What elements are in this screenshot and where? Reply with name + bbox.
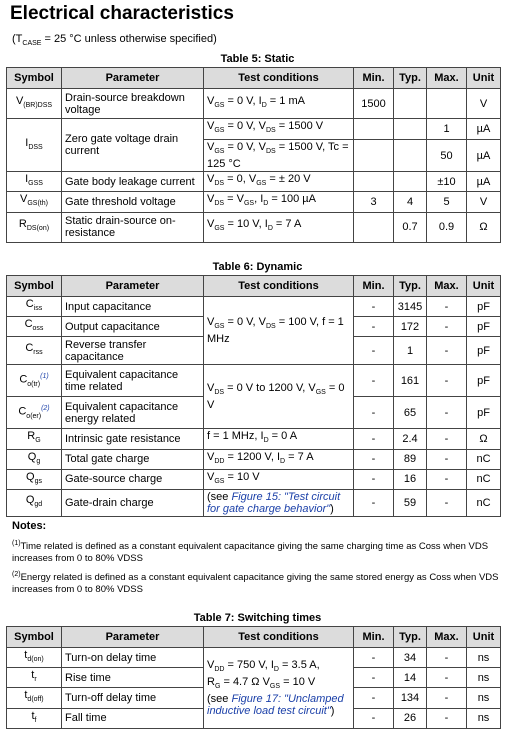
value-unit: pF xyxy=(467,317,501,337)
value-unit: Ω xyxy=(467,429,501,449)
footnote-ref: (2) xyxy=(41,404,50,412)
condition-cell xyxy=(204,449,354,469)
test-condition-text: $V_{DD} = 1200$ V, $I_D = 7$ A xyxy=(207,450,314,465)
symbol-letter: C xyxy=(24,318,33,331)
symbol-subscript: oss xyxy=(32,325,44,333)
column-header: Parameter xyxy=(62,627,204,648)
value-typ: 2.4 xyxy=(394,429,427,449)
value-unit: ns xyxy=(467,668,501,688)
parameter-cell: Turn-on delay time xyxy=(62,648,204,668)
condition-cell xyxy=(204,489,354,516)
symbol-subscript: GSS xyxy=(28,180,43,188)
value-unit: nC xyxy=(467,489,501,516)
table7-caption: Table 7: Switching times xyxy=(193,612,322,624)
symbol-subscript: g xyxy=(36,457,41,465)
parameter-cell: Gate-drain charge xyxy=(62,489,204,516)
symbol-cell xyxy=(7,489,62,516)
table-header-row xyxy=(7,68,501,89)
value-max: - xyxy=(427,668,467,688)
column-header: Test conditions xyxy=(204,627,354,648)
value-typ xyxy=(394,89,427,119)
value-max: - xyxy=(427,449,467,469)
condition-cell xyxy=(204,429,354,449)
symbol-subscript: gd xyxy=(34,501,43,509)
table-switching xyxy=(6,626,501,729)
test-condition-text: $V_{GS} = 10$ V, $I_D = 7$ A xyxy=(207,218,302,233)
value-max: ±10 xyxy=(427,172,467,192)
symbol-cell xyxy=(7,212,62,242)
value-typ: 3145 xyxy=(394,297,427,317)
value-unit: pF xyxy=(467,397,501,429)
value-min: 1500 xyxy=(354,89,394,119)
table-row xyxy=(7,365,501,397)
value-max: - xyxy=(427,648,467,668)
column-header: Parameter xyxy=(62,276,204,297)
see-text-close: ) xyxy=(330,502,334,515)
notes xyxy=(12,520,507,596)
parameter-cell: Zero gate voltage drain current xyxy=(62,119,204,172)
column-header: Test conditions xyxy=(204,68,354,89)
test-condition-text: $V_{GS} = 0$ V, $V_{DS} = 1500$ V xyxy=(207,120,324,135)
value-min: - xyxy=(354,648,394,668)
parameter-cell: Reverse transfer capacitance xyxy=(62,337,204,365)
value-typ: 65 xyxy=(394,397,427,429)
symbol-subscript: gs xyxy=(34,477,42,485)
value-max: - xyxy=(427,297,467,317)
symbol-subscript: r xyxy=(34,676,37,684)
symbol-cell xyxy=(7,449,62,469)
symbol-subscript: o(er) xyxy=(26,412,42,420)
table6-caption: Table 6: Dynamic xyxy=(212,261,303,273)
value-min: 3 xyxy=(354,192,394,212)
test-conditions-note: ($T_{CASE} = 25$ °C unless otherwise specified) xyxy=(12,33,217,48)
symbol-letter: Q xyxy=(25,494,35,507)
column-header: Max. xyxy=(427,68,467,89)
symbol-letter: t xyxy=(24,649,28,661)
value-typ: 134 xyxy=(394,688,427,708)
parameter-cell: Equivalent capacitance time related xyxy=(62,365,204,397)
symbol-letter: C xyxy=(18,405,27,418)
value-min: - xyxy=(354,337,394,365)
parameter-cell: Fall time xyxy=(62,708,204,728)
value-max: - xyxy=(427,397,467,429)
value-max xyxy=(427,89,467,119)
condition-cell xyxy=(204,297,354,365)
value-typ: 0.7 xyxy=(394,212,427,242)
symbol-cell xyxy=(7,89,62,119)
symbol-letter: Q xyxy=(26,470,35,483)
parameter-cell: Turn-off delay time xyxy=(62,688,204,708)
value-unit: V xyxy=(467,192,501,212)
symbol-subscript: d(on) xyxy=(27,656,44,664)
symbol-letter: R xyxy=(18,218,27,231)
column-header: Symbol xyxy=(7,627,62,648)
symbol-cell xyxy=(7,429,62,449)
table-row xyxy=(7,89,501,119)
symbol-letter: V xyxy=(20,193,28,206)
table-row xyxy=(7,469,501,489)
value-min: - xyxy=(354,668,394,688)
value-max: 50 xyxy=(427,140,467,172)
parameter-cell: Total gate charge xyxy=(62,449,204,469)
column-header: Unit xyxy=(467,68,501,89)
test-condition-text: $V_{GS} = 0$ V, $V_{DS} = 100$ V, f = 1 MHz xyxy=(207,316,344,346)
condition-cell xyxy=(204,469,354,489)
symbol-cell xyxy=(7,119,62,172)
column-header: Parameter xyxy=(62,68,204,89)
parameter-cell: Drain-source breakdown voltage xyxy=(62,89,204,119)
table-row xyxy=(7,192,501,212)
value-min: - xyxy=(354,489,394,516)
note-2: $^{(2)}$Energy related is defined as a constant equivalent capacitance giving the same stored energy as Coss when VDS increases from 0 to 80% VDSS xyxy=(12,571,499,596)
see-text-close: ) xyxy=(330,705,335,718)
value-unit: µA xyxy=(467,172,501,192)
value-unit: ns xyxy=(467,648,501,668)
symbol-letter: t xyxy=(24,689,28,702)
value-typ: 1 xyxy=(394,337,427,365)
value-min xyxy=(354,212,394,242)
symbol-cell xyxy=(7,648,62,668)
symbol-letter: C xyxy=(25,342,34,355)
see-text: (see xyxy=(207,490,232,503)
test-condition-text: f = 1 MHz, $I_D = 0$ A xyxy=(207,430,298,445)
test-condition-text: $V_{GS} = 0$ V, $I_D = 1$ mA xyxy=(207,94,305,110)
symbol-cell xyxy=(7,192,62,212)
symbol-letter: R xyxy=(27,430,36,443)
value-min xyxy=(354,140,394,172)
symbol-cell xyxy=(7,337,62,365)
condition-cell xyxy=(204,89,354,119)
table-row xyxy=(7,429,501,449)
symbol-cell xyxy=(7,297,62,317)
value-unit: Ω xyxy=(467,212,501,242)
figure-link: Figure 17: "Unclamped inductive load test circuit" xyxy=(207,693,344,718)
symbol-subscript: DS(on) xyxy=(26,225,50,233)
test-condition-text: $V_{DS} = V_{GS}$, $I_D = 100$ µA xyxy=(207,193,316,208)
symbol-letter: V xyxy=(15,94,24,107)
see-text: (see xyxy=(207,693,232,706)
value-unit: ns xyxy=(467,688,501,708)
symbol-cell xyxy=(7,668,62,688)
test-condition-text: $V_{DS} = 0$ V to 1200 V, $V_{GS} = 0$ V xyxy=(207,382,345,412)
value-typ: 26 xyxy=(394,708,427,728)
value-min: - xyxy=(354,429,394,449)
symbol-cell xyxy=(7,397,62,429)
test-condition-text: $V_{DS} = 0$, $V_{GS}$ = ± 20 V xyxy=(207,173,311,188)
value-typ: 14 xyxy=(394,668,427,688)
parameter-cell: Rise time xyxy=(62,668,204,688)
symbol-subscript: iss xyxy=(33,305,43,313)
value-min: - xyxy=(354,449,394,469)
symbol-cell xyxy=(7,317,62,337)
column-header: Unit xyxy=(467,276,501,297)
value-typ: 89 xyxy=(394,449,427,469)
condition-cell xyxy=(204,192,354,212)
value-typ: 59 xyxy=(394,489,427,516)
column-header: Typ. xyxy=(394,68,427,89)
value-unit: µA xyxy=(467,140,501,172)
parameter-cell: Gate body leakage current xyxy=(62,172,204,192)
value-min: - xyxy=(354,708,394,728)
value-typ: 34 xyxy=(394,648,427,668)
column-header: Typ. xyxy=(394,276,427,297)
parameter-cell: Static drain-source on-resistance xyxy=(62,212,204,242)
symbol-subscript: DSS xyxy=(28,143,43,151)
value-min: - xyxy=(354,365,394,397)
value-max: - xyxy=(427,469,467,489)
value-max: - xyxy=(427,337,467,365)
symbol-cell xyxy=(7,172,62,192)
symbol-letter: t xyxy=(31,669,35,682)
symbol-subscript: rss xyxy=(33,349,43,357)
condition-cell xyxy=(204,172,354,192)
table-row xyxy=(7,648,501,668)
condition-cell xyxy=(204,119,354,140)
value-typ: 4 xyxy=(394,192,427,212)
test-condition-text: $V_{GS} = 10$ V xyxy=(207,470,260,485)
value-typ: 161 xyxy=(394,365,427,397)
table-row xyxy=(7,297,501,317)
parameter-cell: Intrinsic gate resistance xyxy=(62,429,204,449)
value-unit: pF xyxy=(467,337,501,365)
value-unit: nC xyxy=(467,469,501,489)
value-unit: ns xyxy=(467,708,501,728)
column-header: Unit xyxy=(467,627,501,648)
value-typ xyxy=(394,172,427,192)
value-typ: 16 xyxy=(394,469,427,489)
value-min: - xyxy=(354,397,394,429)
column-header: Min. xyxy=(354,68,394,89)
column-header: Test conditions xyxy=(204,276,354,297)
symbol-subscript: d(off) xyxy=(27,696,44,704)
value-unit: nC xyxy=(467,449,501,469)
condition-cell xyxy=(204,648,354,729)
value-typ xyxy=(394,140,427,172)
value-max: 1 xyxy=(427,119,467,140)
symbol-letter: I xyxy=(25,136,29,149)
column-header: Min. xyxy=(354,627,394,648)
column-header: Max. xyxy=(427,627,467,648)
value-max: - xyxy=(427,317,467,337)
note-1: $^{(1)}$Time related is defined as a constant equivalent capacitance giving the same charging time as Coss when VDS increases from 0 to 80% VDSS xyxy=(12,540,489,565)
value-unit: µA xyxy=(467,119,501,140)
table-row xyxy=(7,212,501,242)
condition-cell xyxy=(204,212,354,242)
symbol-letter: C xyxy=(19,373,28,386)
value-max: - xyxy=(427,688,467,708)
column-header: Max. xyxy=(427,276,467,297)
table-static xyxy=(6,67,501,243)
condition-cell xyxy=(204,140,354,172)
symbol-cell xyxy=(7,688,62,708)
value-typ xyxy=(394,119,427,140)
parameter-cell: Output capacitance xyxy=(62,317,204,337)
value-min: - xyxy=(354,317,394,337)
figure-link: Figure 15: "Test circuit for gate charge behavior" xyxy=(207,490,341,515)
symbol-cell xyxy=(7,708,62,728)
value-unit: pF xyxy=(467,297,501,317)
footnote-ref: (1) xyxy=(40,372,49,380)
table5-caption: Table 5: Static xyxy=(220,53,295,65)
value-min xyxy=(354,172,394,192)
value-max: - xyxy=(427,489,467,516)
table-dynamic xyxy=(6,275,501,517)
value-min xyxy=(354,119,394,140)
table-header-row xyxy=(7,627,501,648)
symbol-letter: t xyxy=(31,709,35,722)
column-header: Min. xyxy=(354,276,394,297)
column-header: Symbol xyxy=(7,276,62,297)
symbol-subscript: f xyxy=(34,716,37,724)
column-header: Symbol xyxy=(7,68,62,89)
symbol-letter: I xyxy=(25,173,29,186)
symbol-cell xyxy=(7,469,62,489)
parameter-cell: Gate-source charge xyxy=(62,469,204,489)
parameter-cell: Equivalent capacitance energy related xyxy=(62,397,204,429)
test-condition-text: $V_{GS} = 0$ V, $V_{DS} = 1500$ V, Tc = 125 °C xyxy=(207,141,349,171)
symbol-subscript: GS(th) xyxy=(27,200,48,208)
section-heading: Electrical characteristics xyxy=(10,3,234,24)
test-condition-text: $R_G = 4.7$ Ω $V_{GS} = 10$ V xyxy=(207,675,316,691)
table-row xyxy=(7,119,501,140)
value-max: - xyxy=(427,708,467,728)
symbol-cell xyxy=(7,365,62,397)
value-max: - xyxy=(427,365,467,397)
value-max: 5 xyxy=(427,192,467,212)
value-unit: V xyxy=(467,89,501,119)
symbol-subscript: (BR)DSS xyxy=(23,102,53,110)
symbol-subscript: G xyxy=(35,437,41,445)
table-header-row xyxy=(7,276,501,297)
value-max: - xyxy=(427,429,467,449)
parameter-cell: Input capacitance xyxy=(62,297,204,317)
notes-title: Notes: xyxy=(12,520,47,532)
value-min: - xyxy=(354,688,394,708)
symbol-letter: Q xyxy=(27,450,37,463)
table-row xyxy=(7,172,501,192)
symbol-letter: C xyxy=(25,298,34,310)
column-header: Typ. xyxy=(394,627,427,648)
value-typ: 172 xyxy=(394,317,427,337)
value-unit: pF xyxy=(467,365,501,397)
test-condition-text: $V_{DD} = 750$ V, $I_D = 3.5$ A, xyxy=(207,658,320,673)
value-min: - xyxy=(354,469,394,489)
condition-cell xyxy=(204,365,354,429)
parameter-cell: Gate threshold voltage xyxy=(62,192,204,212)
table-row xyxy=(7,489,501,516)
symbol-subscript: o(tr) xyxy=(27,380,41,388)
table-row xyxy=(7,449,501,469)
value-max: 0.9 xyxy=(427,212,467,242)
value-min: - xyxy=(354,297,394,317)
